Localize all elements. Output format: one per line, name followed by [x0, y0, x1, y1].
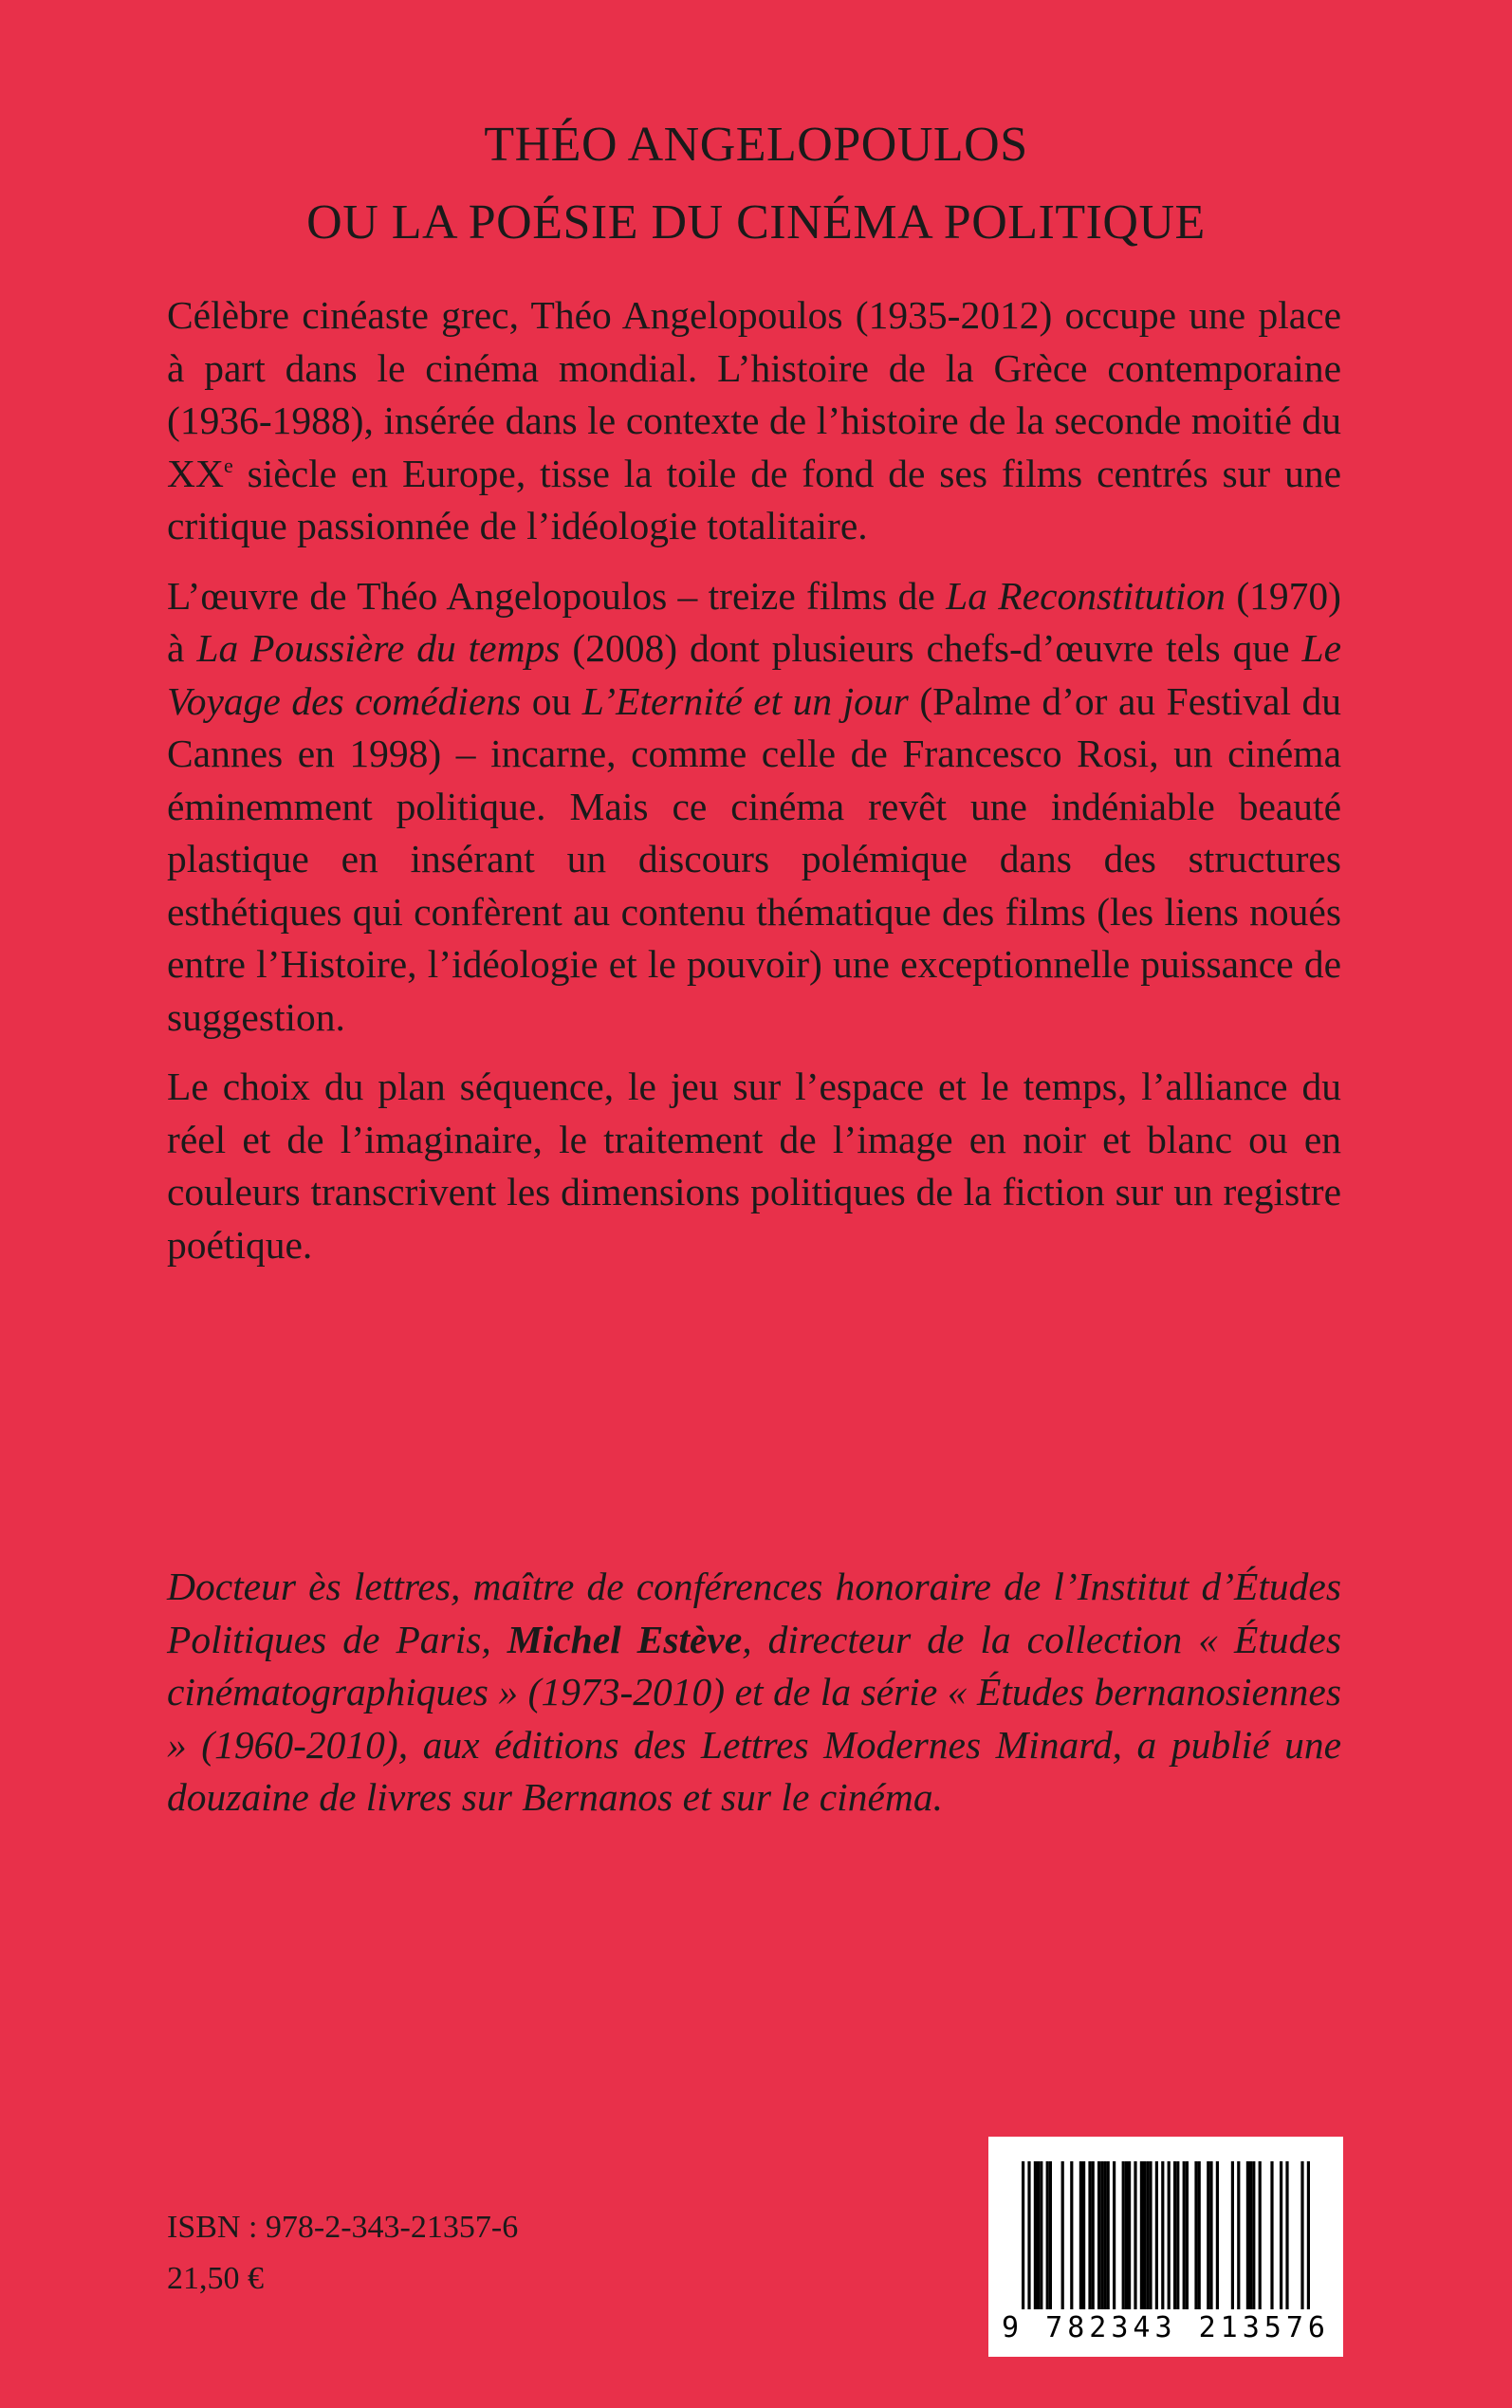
barcode-bar: [1046, 2161, 1049, 2309]
barcode-bar: [1097, 2161, 1100, 2309]
barcode-bar: [1161, 2161, 1164, 2309]
barcode-bar: [1022, 2161, 1024, 2309]
barcode-bar: [1300, 2161, 1303, 2309]
barcode-bar: [1155, 2161, 1158, 2309]
blurb-paragraph-1: Célèbre cinéaste grec, Théo Angelopoulos (1935-2012) occupe une place à part dans le cinéma mondial. L’histoire de la Grèce contemporaine (1936-1988), insérée dans le contexte de l’histoire de la seconde moitié du XXe siècle en Europe, tisse la toile de fond de ses films centrés sur une critique passionnée de l’idéologie totalitaire.: [167, 293, 1341, 547]
barcode-bar: [1209, 2161, 1212, 2309]
barcode-bar: [1070, 2161, 1073, 2309]
barcode-bar: [1092, 2161, 1095, 2309]
barcode-bar: [1049, 2161, 1052, 2309]
barcode-digits: 9 782343 213576: [1002, 2311, 1330, 2344]
barcode-bar: [1307, 2161, 1310, 2309]
barcode-bar: [1143, 2161, 1146, 2309]
barcode-bar: [1037, 2161, 1040, 2309]
barcode-bar: [1231, 2161, 1234, 2309]
barcode-bar: [1183, 2161, 1186, 2309]
barcode-bar: [1194, 2161, 1197, 2309]
barcode-bar: [1100, 2161, 1103, 2309]
barcode-bar: [1252, 2161, 1255, 2309]
barcode-bar: [1246, 2161, 1249, 2309]
price: 21,50 €: [167, 2261, 264, 2296]
blurb: [167, 289, 1341, 1288]
barcode-bar: [1168, 2161, 1171, 2309]
superscript: e: [223, 453, 233, 477]
title-line-1: THÉO ANGELOPOULOS: [484, 118, 1028, 172]
barcode-bar: [1280, 2161, 1282, 2309]
barcode-bar: [1186, 2161, 1189, 2309]
barcode-bar: [1198, 2161, 1201, 2309]
barcode-bar: [1027, 2161, 1030, 2309]
blurb-paragraph-2: L’œuvre de Théo Angelopoulos – treize films de La Reconstitution (1970) à La Poussière du temps (2008) dont plusieurs chefs-d’œuvre tels que Le Voyage des comédiens ou L’Eternité et un jour (Palme d’or au Festival du Cannes en 1998) – incarne, comme celle de Francesco Rosi, un cinéma éminemment politique. Mais ce cinéma revêt une indéniable beauté plastique en insérant un discours polémique dans des structures esthétiques qui confèrent au contenu thématique des films (les liens noués entre l’Histoire, l’idéologie et le pouvoir) une exceptionnelle puissance de suggestion.: [167, 573, 1341, 1039]
title-line-2: OU LA POÉSIE DU CINÉMA POLITIQUE: [306, 195, 1206, 250]
barcode-bar: [1034, 2161, 1037, 2309]
author-bio: Docteur ès lettres, maître de conférences honoraire de l’Institut d’Études Politiques de Paris, Michel Estève, directeur de la collection « Études cinématographiques » (1973-2010) et de la série « Études bernanosiennes » (1960-2010), aux éditions des Lettres Modernes Minard, a publié une douzaine de livres sur Bernanos et sur le cinéma.: [167, 1565, 1341, 1819]
barcode-bar: [1207, 2161, 1209, 2309]
barcode-bar: [1079, 2161, 1082, 2309]
barcode-bar: [1285, 2161, 1288, 2309]
book-title: [0, 106, 1512, 262]
barcode-bar: [1103, 2161, 1106, 2309]
barcode-bar: [1082, 2161, 1085, 2309]
barcode-bar: [1259, 2161, 1262, 2309]
barcode-bar: [1113, 2161, 1116, 2309]
barcode: [988, 2137, 1343, 2357]
barcode-bar: [1122, 2161, 1125, 2309]
barcode-bar: [1146, 2161, 1149, 2309]
barcode-bar: [1125, 2161, 1128, 2309]
film-title: La Poussière du temps: [196, 626, 561, 670]
author-name: Michel Estève: [507, 1617, 743, 1661]
barcode-bar: [1107, 2161, 1110, 2309]
barcode-bar: [1088, 2161, 1091, 2309]
barcode-bar: [1040, 2161, 1042, 2309]
blurb-paragraph-3: Le choix du plan séquence, le jeu sur l’espace et le temps, l’alliance du réel et de l’imaginaire, le traitement de l’image en noir et blanc ou en couleurs transcrivent les dimensions politiques de la fiction sur un registre poétique.: [167, 1065, 1341, 1267]
barcode-bar: [1176, 2161, 1179, 2309]
barcode-bar: [1140, 2161, 1143, 2309]
barcode-bar: [1216, 2161, 1219, 2309]
barcode-bar: [1173, 2161, 1176, 2309]
barcode-bar: [1134, 2161, 1136, 2309]
barcode-bar: [1249, 2161, 1252, 2309]
isbn: ISBN : 978-2-343-21357-6: [167, 2210, 519, 2245]
barcode-bar: [1270, 2161, 1273, 2309]
film-title: La Reconstitution: [946, 573, 1226, 618]
barcode-bar: [1149, 2161, 1152, 2309]
film-title: Le Voyage des comédiens: [167, 626, 1341, 723]
barcode-bar: [1128, 2161, 1131, 2309]
barcode-bar: [1061, 2161, 1064, 2309]
barcode-bar: [1237, 2161, 1240, 2309]
film-title: L’Eternité et un jour: [581, 678, 909, 723]
